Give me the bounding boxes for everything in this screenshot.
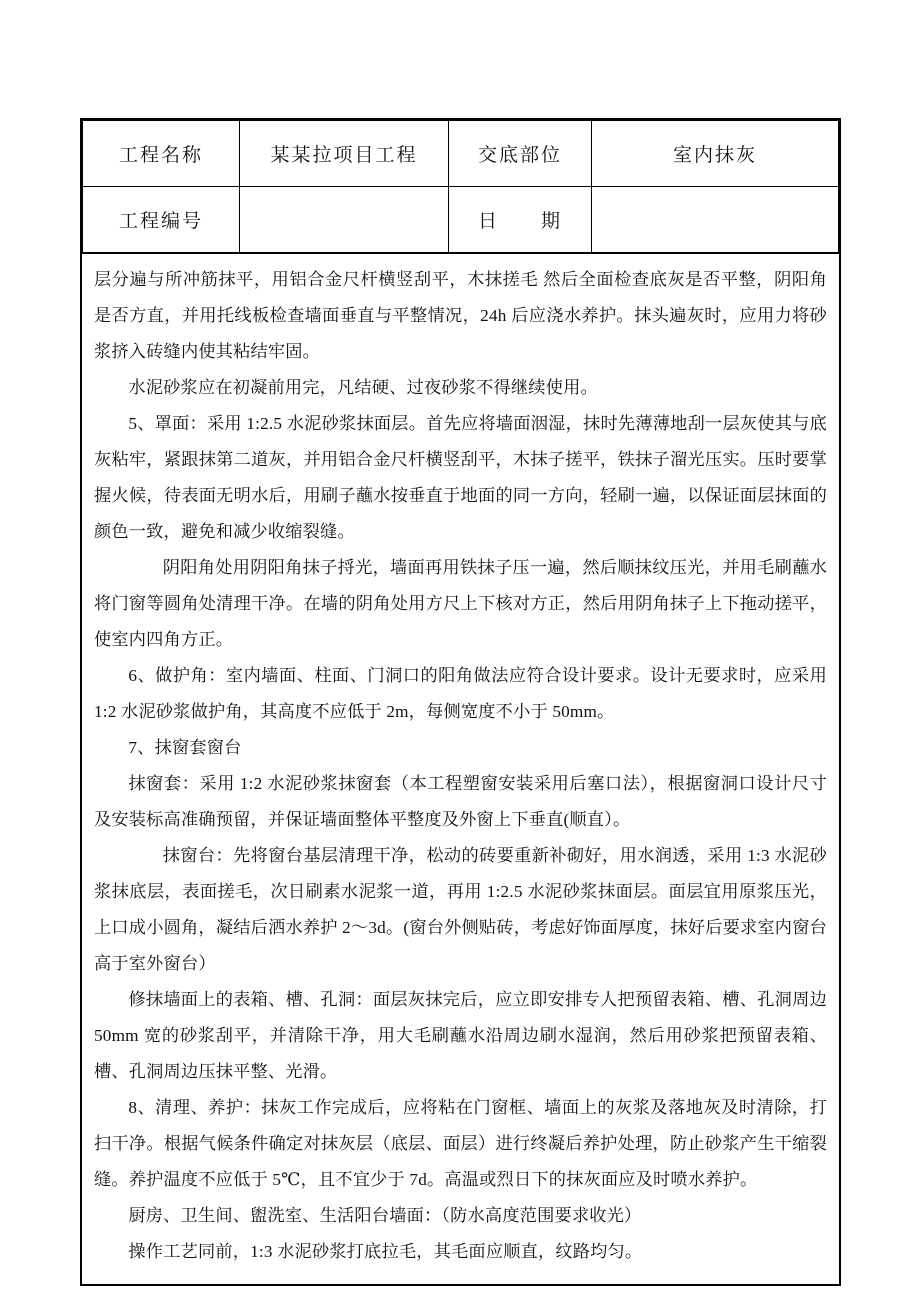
project-name-label: 工程名称 [83,121,240,187]
technical-disclosure-form [80,118,841,1286]
disclosure-part-label: 交底部位 [449,121,592,187]
content-paragraph: 抹窗台：先将窗台基层清理干净，松动的砖要重新补砌好，用水润透，采用 1:3 水泥砂浆抹底层，表面搓毛，次日刷素水泥浆一道，再用 1:2.5 水泥砂浆抹面层。面层宜用原浆压光，上口成小圆角，凝结后洒水养护 2～3d。(窗台外侧贴砖，考虑好饰面厚度，抹好后要求室内窗台高于室外窗台） [94,846,827,973]
project-name-value[interactable]: 某某拉项目工程 [240,121,449,187]
content-paragraph: 阴阳角处用阴阳角抹子捋光，墙面再用铁抹子压一遍，然后顺抹纹压光，并用毛刷蘸水将门窗等圆角处清理干净。在墙的阴角处用方尺上下核对方正，然后用阴角抹子上下拖动搓平，使室内四角方正。 [94,558,827,649]
content-paragraph: 抹窗套：采用 1:2 水泥砂浆抹窗套（本工程塑窗安装采用后塞口法），根据窗洞口设计尺寸及安装标高准确预留，并保证墙面整体平整度及外窗上下垂直(顺直）。 [94,774,827,829]
content-paragraph: 8、清理、养护：抹灰工作完成后，应将粘在门窗框、墙面上的灰浆及落地灰及时清除，打扫干净。根据气候条件确定对抹灰层（底层、面层）进行终凝后养护处理，防止砂浆产生干缩裂缝。养护温度不应低于 5℃，且不宜少于 7d。高温或烈日下的抹灰面应及时喷水养护。 [94,1098,827,1189]
content-paragraph: 水泥砂浆应在初凝前用完，凡结硬、过夜砂浆不得继续使用。 [128,378,598,397]
content-paragraph: 厨房、卫生间、盥洗室、生活阳台墙面：（防水高度范围要求收光） [128,1206,642,1225]
table-row [83,121,839,187]
disclosure-content-body [82,253,839,1284]
content-paragraph: 层分遍与所冲筋抹平，用铝合金尺杆横竖刮平，木抹搓毛 然后全面检查底灰是否平整，阴阳角是否方直，并用托线板检查墙面垂直与平整情况，24h 后应浇水养护。抹头遍灰时，应用力将砂浆挤入砖缝内使其粘结牢固。 [94,270,827,361]
project-number-value[interactable] [240,187,449,253]
content-paragraph: 7、抹窗套窗台 [128,738,242,757]
content-paragraph: 5、罩面：采用 1:2.5 水泥砂浆抹面层。首先应将墙面洇湿，抹时先薄薄地刮一层灰使其与底灰粘牢，紧跟抹第二道灰，并用铝合金尺杆横竖刮平，木抹子搓平，铁抹子溜光压实。压时要掌握火候，待表面无明水后，用刷子蘸水按垂直于地面的同一方向，轻刷一遍，以保证面层抹面的颜色一致，避免和减少收缩裂缝。 [94,414,827,541]
date-value[interactable] [592,187,839,253]
content-paragraph: 6、做护角：室内墙面、柱面、门洞口的阳角做法应符合设计要求。设计无要求时，应采用 1:2 水泥砂浆做护角，其高度不应低于 2m，每侧宽度不小于 50mm。 [94,666,827,721]
header-info-table [82,120,839,253]
table-row [83,187,839,253]
project-number-label: 工程编号 [83,187,240,253]
content-paragraph: 修抹墙面上的表箱、槽、孔洞：面层灰抹完后，应立即安排专人把预留表箱、槽、孔洞周边 50mm 宽的砂浆刮平，并清除干净，用大毛刷蘸水沿周边刷水湿润，然后用砂浆把预留表箱、槽、孔洞周边压抹平整、光滑。 [94,990,827,1081]
date-label: 日 期 [449,187,592,253]
disclosure-part-value[interactable]: 室内抹灰 [592,121,839,187]
content-paragraph: 操作工艺同前，1:3 水泥砂浆打底拉毛，其毛面应顺直，纹路均匀。 [128,1242,643,1261]
